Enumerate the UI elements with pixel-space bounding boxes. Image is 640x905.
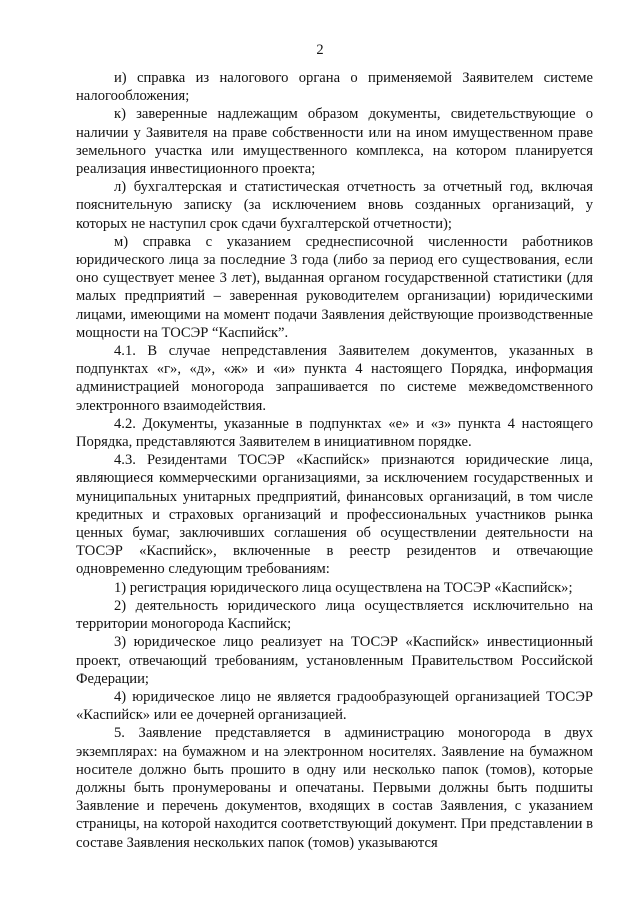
paragraph-item-l: л) бухгалтерская и статистическая отчетность за отчетный год, включая пояснительную записку (за исключением вновь созданных организаций, у которых не наступил срок сдачи бухгалтерской отчетности); bbox=[76, 179, 593, 232]
paragraph-5: 5. Заявление представляется в администрацию моногорода в двух экземплярах: на бумажном и на электронном носителях. Заявление на бумажном носителе должно быть прошито в одну или несколько папок (томов), которые должны быть пронумерованы и опечатаны. Первыми должны быть подшиты Заявление и перечень документов, входящих в состав Заявления, с указанием страницы, на которой находится соответствующий документ. При представлении в составе Заявления нескольких папок (томов) указываются bbox=[76, 725, 593, 851]
requirement-3: 3) юридическое лицо реализует на ТОСЭР «Каспийск» инвестиционный проект, отвечающий требованиям, установленным Правительством Российской Федерации; bbox=[76, 634, 593, 687]
document-body bbox=[76, 69, 593, 852]
paragraph-item-i: и) справка из налогового органа о применяемой Заявителем системе налогообложения; bbox=[76, 70, 593, 105]
requirement-1: 1) регистрация юридического лица осуществлена на ТОСЭР «Каспийск»; bbox=[114, 579, 573, 596]
paragraph-item-m: м) справка с указанием среднесписочной численности работников юридического лица за последние 3 года (либо за период его существования, если оно существует менее 3 лет), выданная органом государственной статистики (для малых предприятий – заверенная руководителем организации) юридическими лицами, имеющими на момент подачи Заявления действующие производственные мощности на ТОСЭР “Каспийск”. bbox=[76, 233, 593, 341]
requirement-2: 2) деятельность юридического лица осуществляется исключительно на территории моногорода Каспийск; bbox=[76, 597, 593, 633]
page-number: 2 bbox=[316, 42, 324, 58]
paragraph-4-3: 4.3. Резидентами ТОСЭР «Каспийск» признаются юридические лица, являющиеся коммерческими организациями, за исключением государственных и муниципальных унитарных предприятий, финансовых организаций, в том числе кредитных и страховых организаций и профессиональных участников рынка ценных бумаг, заключивших соглашения об осуществлении деятельности на ТОСЭР «Каспийск», включенные в реестр резидентов и отвечающие одновременно следующим требованиям: bbox=[76, 452, 593, 578]
paragraph-item-k: к) заверенные надлежащим образом документы, свидетельствующие о наличии у Заявителя на праве собственности или на ином имущественном праве земельного участка или имущественного комплекса, на котором планируется реализация инвестиционного проекта; bbox=[76, 106, 593, 178]
paragraph-4-1: 4.1. В случае непредставления Заявителем документов, указанных в подпунктах «г», «д», «ж» и «и» пункта 4 настоящего Порядка, информация администрацией моногорода запрашивается по системе межведомственного электронного взаимодействия. bbox=[76, 343, 593, 414]
requirement-4: 4) юридическое лицо не является градообразующей организацией ТОСЭР «Каспийск» или ее дочерней организацией. bbox=[76, 688, 593, 724]
paragraph-4-2: 4.2. Документы, указанные в подпунктах «е» и «з» пункта 4 настоящего Порядка, представляются Заявителем в инициативном порядке. bbox=[76, 415, 593, 451]
